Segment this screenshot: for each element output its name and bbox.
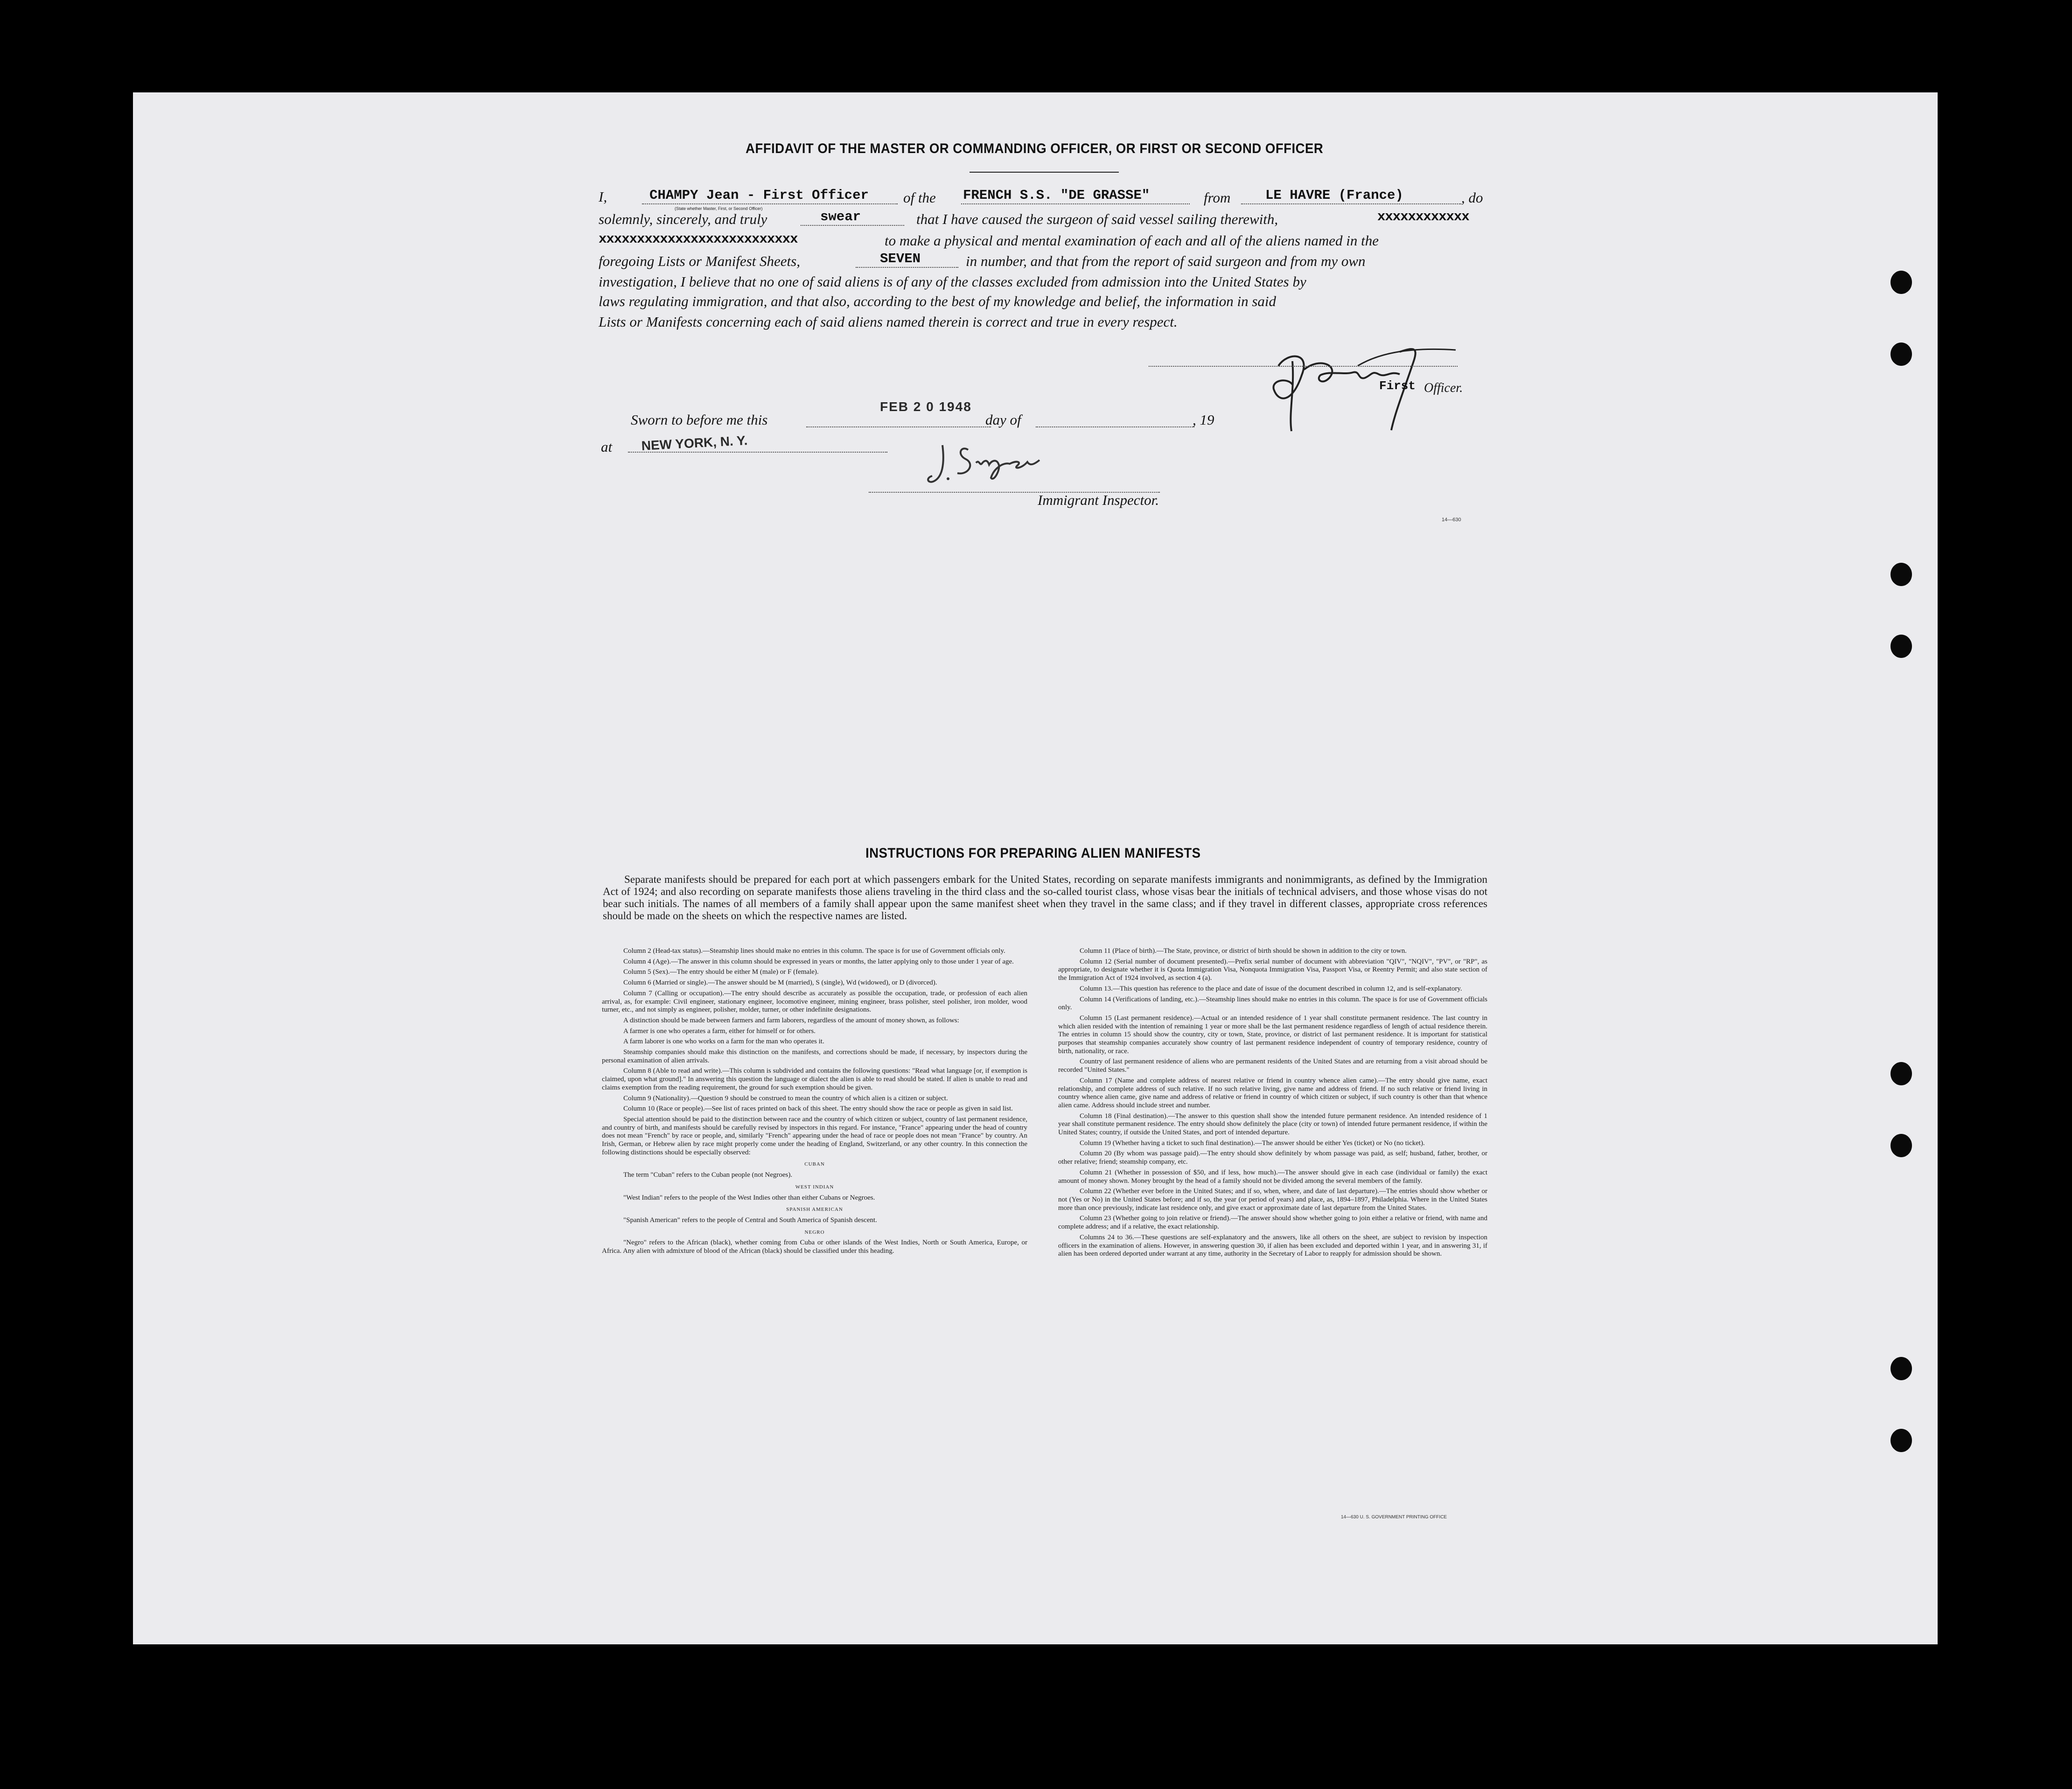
instruction-paragraph: Column 13.—This question has reference to the place and date of issue of the document described in column 12, and is self-explanatory. (1080, 985, 1462, 992)
sheet-count: SEVEN (880, 251, 921, 266)
instruction-paragraph: Column 23 (Whether going to join relative or friend).—The answer should show whether going to join either a relative or friend, with name and complete address; and if a relative, the exact relationship. (1058, 1215, 1487, 1231)
line1-do: , do (1461, 189, 1483, 206)
instruction-paragraph: "West Indian" refers to the people of the West Indies other than either Cubans or Negroes. (623, 1194, 875, 1202)
instruction-paragraph: Column 18 (Final destination).—The answer to this question shall show the intended future permanent residence. An intended residence of 1 year shall constitute permanent residence. The entry should show definitely the place (city or town) of intended future permanent residence, if within the United States; country, if outside the United States, and port of intended departure. (1058, 1112, 1487, 1137)
sworn-pre: Sworn to before me this (631, 412, 768, 428)
struck-text: xxxxxxxxxxxxxxxxxxxxxxxxxx (599, 231, 798, 247)
officer-suffix: Officer. (1424, 381, 1463, 395)
punch-hole (1891, 1134, 1912, 1157)
subheading-spanish-american: SPANISH AMERICAN (786, 1207, 843, 1213)
sworn-date-stamp: FEB 2 0 1948 (880, 399, 972, 414)
punch-hole (1891, 635, 1912, 658)
inspector-signature (924, 436, 1050, 492)
instruction-paragraph: A distinction should be made between farmers and farm laborers, regardless of the amount of money shown, as follows: (623, 1016, 959, 1024)
line1-pre: I, (599, 189, 607, 205)
day-of: day of (985, 412, 1021, 428)
punch-hole (1891, 342, 1912, 366)
instruction-paragraph: Column 9 (Nationality).—Question 9 should be construed to mean the country of which alien is a citizen or subject. (623, 1094, 948, 1102)
line1-from: from (1204, 189, 1231, 206)
instruction-paragraph: Special attention should be paid to the distinction between race and the country of which citizen or subject, country of last permanent residence, and country of birth, and manifests should be carefully revised by inspectors in this regard. For instance, "France" appearing under the head of country does not mean "French" by race or people, and, similarly "French" appearing under the head of race or people does not mean "France" by country. An Irish, German, or Hebrew alien by race might properly come under the heading of England, Switzerland, or any other country. In this connection the following distinctions should be especially observed: (602, 1115, 1027, 1156)
at-label: at (601, 439, 613, 455)
line1-ofthe: of the (903, 189, 936, 206)
line2-mid: that I have caused the surgeon of said vessel sailing therewith, (916, 211, 1278, 227)
instruction-paragraph: Column 14 (Verifications of landing, etc.).—Steamship lines should make no entries in this column. The space is for use of Government officials only. (1058, 995, 1487, 1012)
struck-text: xxxxxxxxxxxx (1377, 209, 1469, 224)
punch-hole (1891, 1429, 1912, 1452)
punch-hole (1891, 271, 1912, 294)
instructions-right-column (1058, 947, 1487, 1261)
instruction-paragraph: Column 11 (Place of birth).—The State, province, or district of birth should be shown in addition to the city or town. (1080, 947, 1407, 955)
rank-note: (State whether Master, First, or Second Officer) (675, 206, 763, 211)
instruction-paragraph: Column 15 (Last permanent residence).—Actual or an intended residence of 1 year shall constitute permanent residence. The last country in which alien resided with the intention of remaining 1 year or more shall be the last permanent residence regardless of length of actual residence therein. The entries in column 15 should show the country, city or town, State, province, or district of last permanent residence. It is important for statistical purposes that steamship companies accurately show country of last permanent residence independent of country of temporary residence, country of birth, nationality, or race. (1058, 1014, 1487, 1055)
instructions-title: INSTRUCTIONS FOR PREPARING ALIEN MANIFESTS (865, 846, 1201, 861)
instruction-paragraph: "Negro" refers to the African (black), whether coming from Cuba or other islands of the West Indies, North or South America, Europe, or Africa. Any alien with admixture of blood of the African (black) should be classified under this heading. (602, 1239, 1027, 1255)
line3-rest: to make a physical and mental examination of each and all of the aliens named in the (885, 232, 1379, 249)
instruction-paragraph: Column 4 (Age).—The answer in this column should be expressed in years or months, the latter applying only to those under 1 year of age. (623, 957, 1014, 965)
line2-pre: solemnly, sincerely, and truly (599, 211, 767, 227)
instructions-intro (603, 874, 1487, 926)
printing-office-imprint: 14—630 U. S. GOVERNMENT PRINTING OFFICE (1341, 1515, 1447, 1520)
instruction-paragraph: Column 7 (Calling or occupation).—The entry should describe as accurately as possible the occupation, trade, or profession of each alien arrival, as, for example: Civil engineer, stationary engineer, locomotive engineer, mining engineer, brass polisher, steel polisher, iron molder, wood turner, etc., and not simply as engineer, polisher, molder, turner, or other indefinite designations. (602, 989, 1027, 1014)
line7: Lists or Manifests concerning each of said aliens named therein is correct and true in every respect. (599, 314, 1178, 330)
instruction-paragraph: Column 5 (Sex).—The entry should be either M (male) or F (female). (623, 968, 819, 976)
instruction-paragraph: Column 8 (Able to read and write).—This column is subdivided and contains the following questions: "Read what language [or, if exemption is claimed, upon what ground]." In answering this question the language or dialect the alien is able to read should be stated. If alien is unable to read and claims exemption from the reading requirement, the ground for such exemption should be given. (602, 1067, 1027, 1091)
line4-pre: foregoing Lists or Manifest Sheets, (599, 253, 800, 269)
inspector-title: Immigrant Inspector. (1038, 492, 1159, 508)
instruction-paragraph: Column 20 (By whom was passage paid).—The entry should show definitely by whom passage was paid, as self; husband, father, brother, or other relative; friend; steamship company, etc. (1058, 1150, 1487, 1166)
subheading-west-indian: WEST INDIAN (795, 1184, 834, 1190)
instruction-paragraph: Column 12 (Serial number of document presented).—Prefix serial number of document with abbreviation "QIV", "NQIV", "PV", or "RP", as appropriate, to designate whether it is Quota Immigration Visa, Nonquota Immigration Visa, Passport Visa, or Reentry Permit; and also state section of the Immigration Act of 1924 involved, as section 4 (a). (1058, 957, 1487, 982)
instruction-paragraph: Columns 24 to 36.—These questions are self-explanatory and the answers, like all others on the sheet, are subject to revision by inspection officers in the examination of aliens. However, in answering question 30, if alien has been excluded and deported within 1 year, and in answering 31, if alien has been ordered deported under warrant at any time, authority in the Secretary of Labor to reapply for admission should be shown. (1058, 1233, 1487, 1258)
instructions-left-column (602, 947, 1027, 1258)
instruction-paragraph: Column 19 (Whether having a ticket to such final destination).—The answer should be either Yes (ticket) or No (no ticket). (1080, 1139, 1425, 1147)
place-stamp: NEW YORK, N. Y. (641, 433, 748, 453)
departure-port: LE HAVRE (France) (1265, 188, 1403, 203)
instruction-paragraph: The term "Cuban" refers to the Cuban people (not Negroes). (623, 1171, 793, 1179)
oath-word: swear (820, 209, 861, 224)
line4-rest: in number, and that from the report of said surgeon and from my own (966, 253, 1366, 269)
instruction-paragraph: Column 22 (Whether ever before in the United States; and if so, when, where, and date of last departure).—The entries should show whether or not (Yes or No) in the United States before; and if so, the year (or period of years) and place, as, 1894–1897, Philadelphia. Where in the United States more than once previously, indicate last residence only, and give exact or approximate date of last departure from the United States. (1058, 1188, 1487, 1212)
year-prefix: , 19 (1193, 412, 1214, 428)
form-number: 14—630 (1442, 517, 1461, 523)
subheading-cuban: CUBAN (804, 1161, 825, 1167)
punch-hole (1891, 1357, 1912, 1380)
vessel-name: FRENCH S.S. "DE GRASSE" (963, 188, 1150, 203)
instruction-paragraph: Steamship companies should make this distinction on the manifests, and corrections should be made, if necessary, by inspectors during the personal examination of alien arrivals. (602, 1048, 1027, 1064)
intro-paragraph: Separate manifests should be prepared for each port at which passengers embark for the United States, recording on separate manifests immigrants and nonimmigrants, as defined by the Immigration Act of 1924; and also recording on separate manifests those aliens traveling in the third class and the so-called tourist class, whose visas bear the initials of technical advisers, and those whose visas do not bear such initials. The names of all members of a family shall appear upon the same manifest sheet when they travel in the same class; and if they travel in different classes, appropriate cross references should be made on the sheets on which the respective names are listed. (603, 874, 1487, 922)
instruction-paragraph: A farm laborer is one who works on a farm for the man who operates it. (623, 1038, 824, 1046)
instruction-paragraph: A farmer is one who operates a farm, either for himself or for others. (623, 1027, 816, 1035)
punch-hole (1891, 563, 1912, 586)
instruction-paragraph: Column 17 (Name and complete address of nearest relative or friend in country whence alien came).—The entry should give name, exact relationship, and complete address of such relative. If no such relative living, give name and address of friend. If no such relative or friend living in country whence alien came, give name and address of relative or friend in country of which citizen or subject, if such country is other than that whence alien came. Address should include street and number. (1058, 1076, 1487, 1109)
affidavit-title: AFFIDAVIT OF THE MASTER OR COMMANDING OFFICER, OR FIRST OR SECOND OFFICER (746, 141, 1324, 156)
line6: laws regulating immigration, and that also, according to the best of my knowledge and belief, the information in said (599, 293, 1277, 309)
subheading-negro: NEGRO (804, 1229, 825, 1235)
line5: investigation, I believe that no one of said aliens is of any of the classes excluded from admission into the United States by (599, 273, 1306, 290)
instruction-paragraph: Column 6 (Married or single).—The answer should be M (married), S (single), Wd (widowed), or D (divorced). (623, 979, 937, 987)
instruction-paragraph: Column 21 (Whether in possession of $50, and if less, how much).—The answer should give in each case (individual or family) the exact amount of money shown. Money brought by the head of a family should not be divided among the several members of the family. (1058, 1168, 1487, 1185)
title-rule (970, 172, 1119, 173)
instruction-paragraph: Country of last permanent residence of aliens who are permanent residents of the United States and are returning from a visit abroad should be recorded "United States." (1058, 1058, 1487, 1074)
instruction-paragraph: Column 2 (Head-tax status).—Steamship lines should make no entries in this column. The space is for use of Government officials only. (623, 947, 1005, 955)
instruction-paragraph: "Spanish American" refers to the people of Central and South America of Spanish descent. (623, 1216, 877, 1224)
officer-rank: First (1379, 379, 1416, 393)
instruction-paragraph: Column 10 (Race or people).—See list of races printed on back of this sheet. The entry should show the race or people as given in said list. (623, 1105, 1013, 1113)
officer-name: CHAMPY Jean - First Officer (649, 188, 869, 203)
punch-hole (1891, 1062, 1912, 1085)
